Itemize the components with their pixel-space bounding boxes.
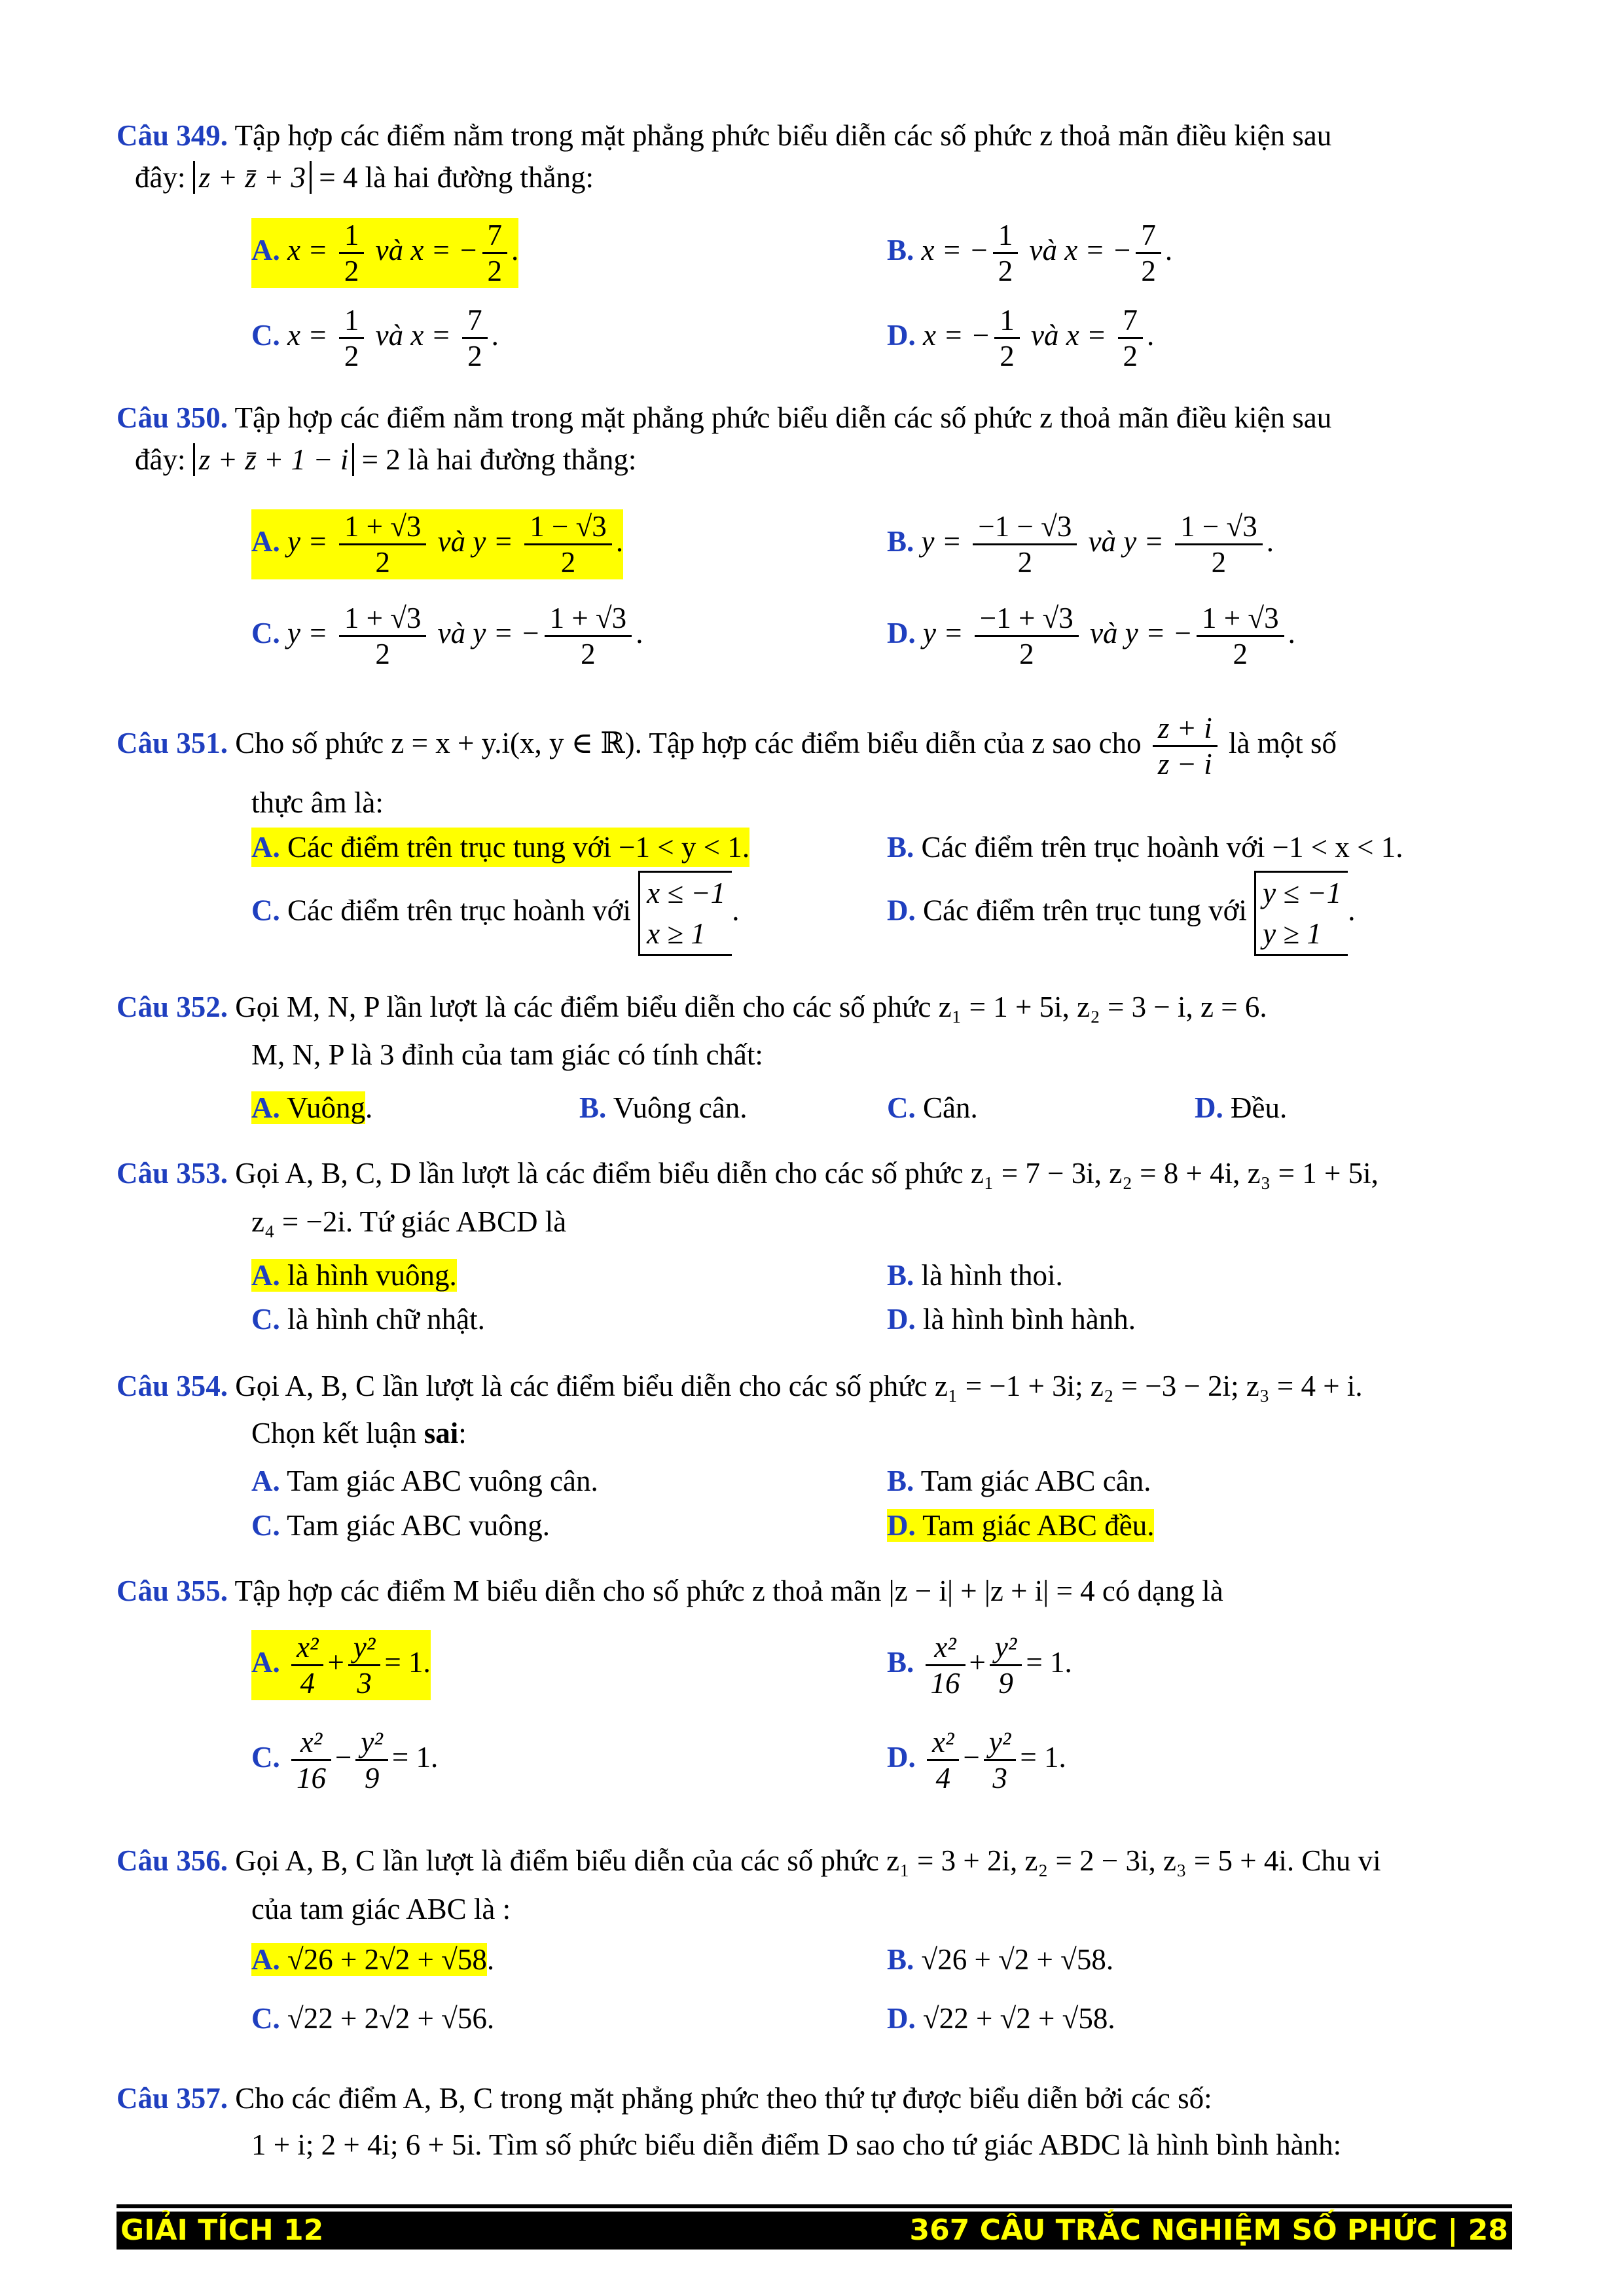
keyword-sai: sai [424, 1417, 459, 1449]
text: đây: [135, 443, 193, 476]
text: Chọn kết luận [251, 1417, 424, 1449]
option-text: Tam giác ABC vuông cân. [280, 1465, 598, 1497]
denominator: 2 [487, 255, 503, 287]
numerator: x² [291, 1725, 331, 1761]
option-349-a[interactable] [251, 218, 518, 288]
option-text: √22 + √2 + √58. [915, 2002, 1115, 2035]
option-text: Vuông cân. [606, 1091, 748, 1124]
option-351-b[interactable] [887, 828, 1403, 867]
option-label: C. [251, 318, 280, 352]
option-353-d[interactable] [887, 1300, 1136, 1339]
denominator: 4 [935, 1762, 950, 1795]
question-number: Câu 349. [117, 119, 228, 152]
end: . [1064, 1645, 1072, 1679]
condition-rhs: = 4 [312, 161, 358, 194]
text: đây: [135, 161, 193, 194]
rhs: = 1 [391, 1740, 431, 1774]
denominator: 3 [992, 1762, 1007, 1795]
option-350-b[interactable] [887, 509, 1274, 579]
question-357 [117, 2075, 1512, 2121]
denominator: 9 [998, 1667, 1013, 1700]
question-text: Gọi A, B, C, D lần lượt là các điểm biểu diễn cho các số phức z₁ = 7 − 3i, z₂ = 8 + 4i, z₃ = 1 + 5i, [228, 1157, 1379, 1190]
denominator: 3 [357, 1667, 372, 1700]
numerator: 1 [339, 218, 365, 254]
option-355-c[interactable] [251, 1725, 438, 1795]
option-352-c[interactable] [887, 1088, 978, 1127]
footer-rule [117, 2204, 1512, 2208]
numerator: 7 [462, 303, 488, 339]
option-355-b[interactable] [887, 1630, 1072, 1700]
option-label: B. [579, 1091, 607, 1124]
expr: x = [287, 233, 335, 266]
denominator: 2 [1141, 255, 1156, 287]
numerator: 1 − √3 [1175, 509, 1263, 545]
option-label: C. [251, 1303, 280, 1336]
option-label: A. [251, 1091, 280, 1124]
end: . [491, 318, 499, 352]
option-text: là hình chữ nhật. [280, 1303, 485, 1336]
option-label: A. [251, 1943, 280, 1976]
rhs: = 1 [1020, 1740, 1059, 1774]
option-text: là hình bình hành. [915, 1303, 1136, 1336]
end: . [636, 616, 643, 649]
option-label: A. [251, 524, 280, 558]
option-label: D. [887, 2002, 916, 2035]
question-352 [117, 984, 1512, 1030]
numerator: 1 + √3 [1197, 601, 1284, 637]
option-356-d[interactable] [887, 1999, 1115, 2038]
question-357-line2: 1 + i; 2 + 4i; 6 + 5i. Tìm số phức biểu diễn điểm D sao cho tứ giác ABDC là hình bình hành: [251, 2128, 1342, 2161]
option-349-c[interactable] [251, 303, 499, 373]
expr: y = [923, 616, 971, 649]
denominator: 4 [300, 1667, 315, 1700]
option-label: B. [887, 1943, 914, 1976]
end: . [1266, 524, 1274, 558]
option-label: D. [887, 1740, 916, 1774]
question-text: là một số [1228, 726, 1337, 759]
denominator: 2 [375, 638, 390, 670]
option-label: C. [251, 2002, 280, 2035]
expr: và y = − [1082, 616, 1193, 649]
denominator: 2 [1000, 340, 1015, 373]
question-text: Cho các điểm A, B, C trong mặt phẳng phức theo thứ tự được biểu diễn bởi các số: [228, 2082, 1212, 2115]
option-label: D. [887, 616, 916, 649]
rhs: = 1 [384, 1645, 424, 1679]
question-number: Câu 351. [117, 726, 228, 759]
expr: và x = [368, 318, 459, 352]
option-label: D. [1195, 1091, 1223, 1124]
expr: và x = − [1022, 233, 1132, 266]
option-350-d[interactable] [887, 601, 1295, 671]
option-text: là hình vuông. [280, 1259, 457, 1292]
numerator: 7 [482, 218, 508, 254]
numerator: 7 [1136, 218, 1161, 254]
option-text: Các điểm trên trục tung với [915, 894, 1255, 927]
numerator: y² [990, 1630, 1022, 1666]
question-text: Tập hợp các điểm nằm trong mặt phẳng phức biểu diễn các số phức z thoả mãn điều kiện sau [228, 401, 1332, 434]
numerator: x² [927, 1725, 959, 1761]
footer [117, 2212, 1512, 2250]
question-number: Câu 354. [117, 1370, 228, 1402]
numerator: 1 + √3 [339, 509, 427, 545]
option-351-d[interactable] [887, 871, 1355, 956]
option-label: B. [887, 1645, 914, 1679]
expr: và y = − [430, 616, 541, 649]
expr: và x = − [368, 233, 478, 266]
option-label: B. [887, 1465, 914, 1497]
question-number: Câu 356. [117, 1844, 228, 1877]
option-356-b[interactable] [887, 1940, 1113, 1979]
option-label: A. [251, 1645, 280, 1679]
system-row: x ≥ 1 [647, 917, 706, 950]
option-349-d[interactable] [887, 303, 1154, 373]
option-label: D. [887, 318, 916, 352]
numerator: 1 − √3 [524, 509, 612, 545]
option-label: A. [251, 1259, 280, 1292]
numerator: 1 [993, 218, 1019, 254]
option-354-c[interactable] [251, 1506, 550, 1545]
question-text: Gọi A, B, C lần lượt là điểm biểu diễn của các số phức z₁ = 3 + 2i, z₂ = 2 − 3i, z₃ = 5 + 4i. Chu vi [228, 1844, 1381, 1877]
option-text: Các điểm trên trục tung với −1 < y < 1 [280, 831, 742, 864]
denominator: 2 [375, 546, 390, 579]
end: . [365, 1091, 373, 1124]
option-355-d[interactable] [887, 1725, 1066, 1795]
rhs: = 1 [1026, 1645, 1065, 1679]
denominator: 2 [1017, 546, 1033, 579]
expr: y = [921, 524, 969, 558]
end: . [1288, 616, 1295, 649]
question-350 [117, 395, 1512, 441]
option-label: C. [251, 894, 280, 927]
numerator: x² [926, 1630, 965, 1666]
option-label: C. [251, 616, 280, 649]
numerator: 1 [339, 303, 365, 339]
system-row: y ≤ −1 [1263, 877, 1342, 909]
expr: và y = [1081, 524, 1172, 558]
question-349-line2 [135, 160, 594, 194]
option-text: Đều. [1223, 1091, 1288, 1124]
option-label: A. [251, 1465, 280, 1497]
footer-right: 367 CÂU TRẮC NGHIỆM SỐ PHỨC | 28 [909, 2214, 1508, 2247]
question-352-line2: M, N, P là 3 đỉnh của tam giác có tính chất: [251, 1038, 763, 1071]
denominator: 2 [1123, 340, 1138, 373]
numerator: −1 − √3 [973, 509, 1077, 545]
expr: x = [287, 318, 335, 352]
option-text: Các điểm trên trục hoành với −1 < x < 1. [914, 831, 1403, 864]
numerator: −1 + √3 [975, 601, 1079, 637]
denominator: 2 [998, 255, 1013, 287]
option-label: B. [887, 233, 914, 266]
operator: + [969, 1645, 986, 1679]
end: . [742, 831, 750, 864]
option-350-c[interactable] [251, 601, 643, 671]
expr: y = [287, 616, 335, 649]
operator: − [335, 1740, 352, 1774]
option-text: Tam giác ABC cân. [914, 1465, 1151, 1497]
question-353 [117, 1150, 1512, 1196]
option-text: √26 + √2 + √58. [914, 1943, 1114, 1976]
end: . [1164, 233, 1173, 266]
expr: x = − [921, 233, 989, 266]
question-text: Gọi A, B, C lần lượt là các điểm biểu diễn cho các số phức z₁ = −1 + 3i; z₂ = −3 − 2i; z₃ = 4 + i. [228, 1370, 1363, 1402]
operator: − [963, 1740, 980, 1774]
end: . [1147, 318, 1155, 352]
option-351-c[interactable] [251, 871, 739, 956]
denominator: 16 [297, 1762, 326, 1795]
question-354 [117, 1363, 1512, 1409]
question-number: Câu 353. [117, 1157, 228, 1190]
question-number: Câu 357. [117, 2082, 228, 2115]
option-text: Tam giác ABC vuông. [280, 1509, 550, 1542]
question-351-line2: thực âm là: [251, 786, 384, 819]
numerator: y² [984, 1725, 1016, 1761]
denominator: 2 [467, 340, 482, 373]
question-350-line2 [135, 443, 636, 477]
condition: z + z̄ + 1 − i [193, 443, 355, 476]
expr: x = − [923, 318, 991, 352]
system-row: x ≤ −1 [647, 877, 726, 909]
denominator: 2 [344, 255, 359, 287]
numerator: y² [355, 1725, 388, 1761]
option-352-a[interactable] [251, 1088, 372, 1127]
question-353-line2: z₄ = −2i. Tứ giác ABCD là [251, 1205, 567, 1238]
option-text: Tam giác ABC đều. [915, 1509, 1155, 1542]
option-label: B. [887, 831, 914, 864]
denominator: 2 [344, 340, 359, 373]
denominator: 2 [1211, 546, 1227, 579]
numerator: 7 [1118, 303, 1144, 339]
option-text: Cân. [915, 1091, 978, 1124]
numerator: z + i [1153, 711, 1218, 747]
question-text: Cho số phức z = x + y.i(x, y ∈ ℝ). Tập hợp các điểm biểu diễn của z sao cho [228, 726, 1142, 759]
option-label: C. [887, 1091, 916, 1124]
option-353-b[interactable] [887, 1256, 1063, 1295]
question-text: Tập hợp các điểm nằm trong mặt phẳng phức biểu diễn các số phức z thoả mãn điều kiện sau [228, 119, 1332, 152]
end: . [1058, 1740, 1066, 1774]
question-number: Câu 350. [117, 401, 228, 434]
option-351-a[interactable] [251, 828, 749, 867]
question-number: Câu 355. [117, 1575, 228, 1607]
numerator: x² [291, 1630, 323, 1666]
option-label: D. [887, 1509, 916, 1542]
option-354-a[interactable] [251, 1461, 598, 1501]
denominator: z − i [1157, 748, 1212, 780]
expr: và x = [1023, 318, 1114, 352]
question-355 [117, 1568, 1512, 1614]
question-text: Gọi M, N, P lần lượt là các điểm biểu diễn cho các số phức z₁ = 1 + 5i, z₂ = 3 − i, z = 6. [228, 991, 1267, 1023]
system-row: y ≥ 1 [1263, 917, 1322, 950]
option-text: Các điểm trên trục hoành với [280, 894, 639, 927]
expr: y = [287, 524, 335, 558]
end: . [1348, 894, 1356, 927]
denominator: 9 [364, 1762, 380, 1795]
option-352-b[interactable] [579, 1088, 747, 1127]
option-352-d[interactable] [1195, 1088, 1287, 1127]
option-355-a[interactable] [251, 1630, 431, 1700]
end: . [732, 894, 740, 927]
numerator: 1 + √3 [545, 601, 632, 637]
numerator: y² [348, 1630, 380, 1666]
end: . [423, 1645, 431, 1679]
option-text: là hình thoi. [914, 1259, 1063, 1292]
option-label: B. [887, 524, 914, 558]
denominator: 2 [581, 638, 596, 670]
question-356-line2: của tam giác ABC là : [251, 1893, 511, 1925]
question-356 [117, 1838, 1512, 1884]
condition-rhs: = 2 [354, 443, 401, 476]
option-text: √26 + 2√2 + √58 [280, 1943, 487, 1976]
option-label: A. [251, 233, 280, 266]
footer-left: GIẢI TÍCH 12 [120, 2214, 324, 2247]
option-353-a[interactable] [251, 1256, 457, 1295]
numerator: 1 [994, 303, 1020, 339]
end: . [486, 1943, 495, 1976]
option-349-b[interactable] [887, 218, 1172, 288]
option-text: Vuông [280, 1091, 365, 1124]
option-354-b[interactable] [887, 1461, 1151, 1501]
option-label: D. [887, 1303, 916, 1336]
option-label: C. [251, 1740, 280, 1774]
option-label: B. [887, 1259, 914, 1292]
option-text: √22 + 2√2 + √56. [280, 2002, 495, 2035]
question-351 [117, 711, 1512, 781]
question-text: Tập hợp các điểm M biểu diễn cho số phức z thoả mãn |z − i| + |z + i| = 4 có dạng là [228, 1575, 1223, 1607]
denominator: 16 [930, 1667, 960, 1700]
option-label: C. [251, 1509, 280, 1542]
text: là hai đường thẳng: [357, 161, 594, 194]
operator: + [327, 1645, 344, 1679]
option-label: A. [251, 831, 280, 864]
numerator: 1 + √3 [339, 601, 427, 637]
option-356-c[interactable] [251, 1999, 494, 2038]
expr: và y = [430, 524, 521, 558]
option-356-a[interactable] [251, 1940, 494, 1979]
question-354-line2 [251, 1416, 467, 1450]
option-label: D. [887, 894, 916, 927]
end: . [615, 524, 624, 558]
question-number: Câu 352. [117, 991, 228, 1023]
question-349 [117, 113, 1512, 158]
end: . [431, 1740, 439, 1774]
option-350-a[interactable] [251, 509, 623, 579]
text: là hai đường thẳng: [400, 443, 637, 476]
condition: z + z̄ + 3 [193, 161, 312, 194]
end: . [511, 233, 519, 266]
text: : [458, 1417, 467, 1449]
option-353-c[interactable] [251, 1300, 485, 1339]
option-354-d[interactable] [887, 1506, 1154, 1545]
denominator: 2 [560, 546, 576, 579]
denominator: 2 [1233, 638, 1248, 670]
denominator: 2 [1019, 638, 1034, 670]
